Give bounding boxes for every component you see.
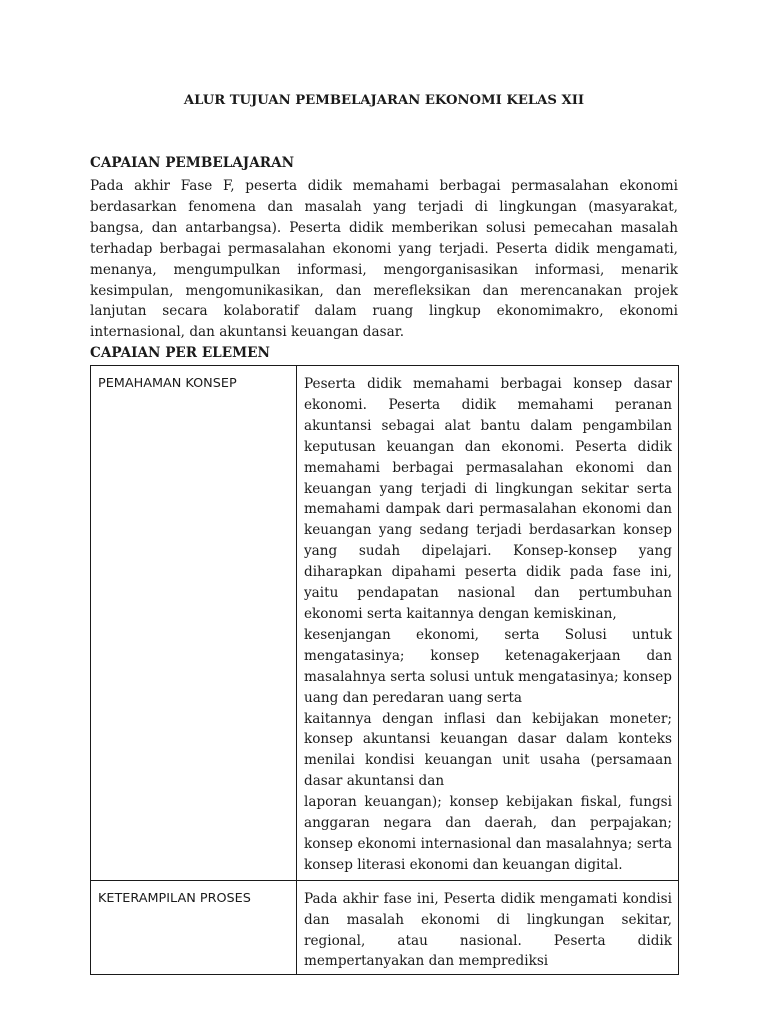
elemen-description-cell	[297, 366, 679, 881]
description-paragraph: kesenjangan ekonomi, serta Solusi untuk mengatasinya; konsep ketenagakerjaan dan masalahnya serta solusi untuk mengatasinya; konsep uang dan peredaran uang serta	[304, 626, 672, 706]
description-paragraph: Pada akhir fase ini, Peserta didik mengamati kondisi dan masalah ekonomi di lingkungan sekitar, regional, atau nasional. Peserta didik mempertanyakan dan memprediksi	[304, 890, 672, 970]
description-paragraph: Peserta didik memahami berbagai konsep dasar ekonomi. Peserta didik memahami peranan akuntansi sebagai alat bantu dalam pengambilan keputusan keuangan dan ekonomi. Peserta didik memahami berbagai permasalahan ekonomi dan keuangan yang terjadi di lingkungan sekitar serta memahami dampak dari permasalahan ekonomi dan keuangan yang sedang terjadi berdasarkan konsep yang sudah dipelajari. Konsep-konsep yang diharapkan dipahami peserta didik pada fase ini, yaitu pendapatan nasional dan pertumbuhan ekonomi serta kaitannya dengan kemiskinan,	[304, 376, 672, 622]
capaian-elemen-table	[90, 365, 679, 975]
description-paragraph: laporan keuangan); konsep kebijakan fiskal, fungsi anggaran negara dan daerah, dan perpajakan; konsep ekonomi internasional dan masalahnya; serta konsep literasi ekonomi dan keuangan digital.	[304, 794, 672, 873]
table-row	[91, 366, 679, 881]
capaian-pembelajaran-text: Pada akhir Fase F, peserta didik memahami berbagai permasalahan ekonomi berdasarkan fenomena dan masalah yang terjadi di lingkungan (masyarakat, bangsa, dan antarbangsa). Peserta didik memberikan solusi pemecahan masalah terhadap berbagai permasalahan ekonomi yang terjadi. Peserta didik mengamati, menanya, mengumpulkan informasi, mengorganisasikan informasi, menarik kesimpulan, mengomunikasikan, dan merefleksikan dan merencanakan projek lanjutan secara kolaboratif dalam ruang lingkup ekonomimakro, ekonomi internasional, dan akuntansi keuangan dasar.	[90, 178, 678, 341]
capaian-pembelajaran-heading: CAPAIAN PEMBELAJARAN	[90, 155, 295, 171]
document-title: ALUR TUJUAN PEMBELAJARAN EKONOMI KELAS XII	[183, 93, 585, 108]
elemen-label-cell: KETERAMPILAN PROSES	[91, 880, 297, 975]
description-paragraph: kaitannya dengan inflasi dan kebijakan moneter; konsep akuntansi keuangan dasar dalam konteks menilai kondisi keuangan unit usaha (persamaan dasar akuntansi dan	[304, 710, 672, 790]
elemen-description-cell	[297, 880, 679, 975]
elemen-label-cell: PEMAHAMAN KONSEP	[91, 366, 297, 881]
capaian-per-elemen-heading: CAPAIAN PER ELEMEN	[90, 345, 270, 361]
table-row	[91, 880, 679, 975]
